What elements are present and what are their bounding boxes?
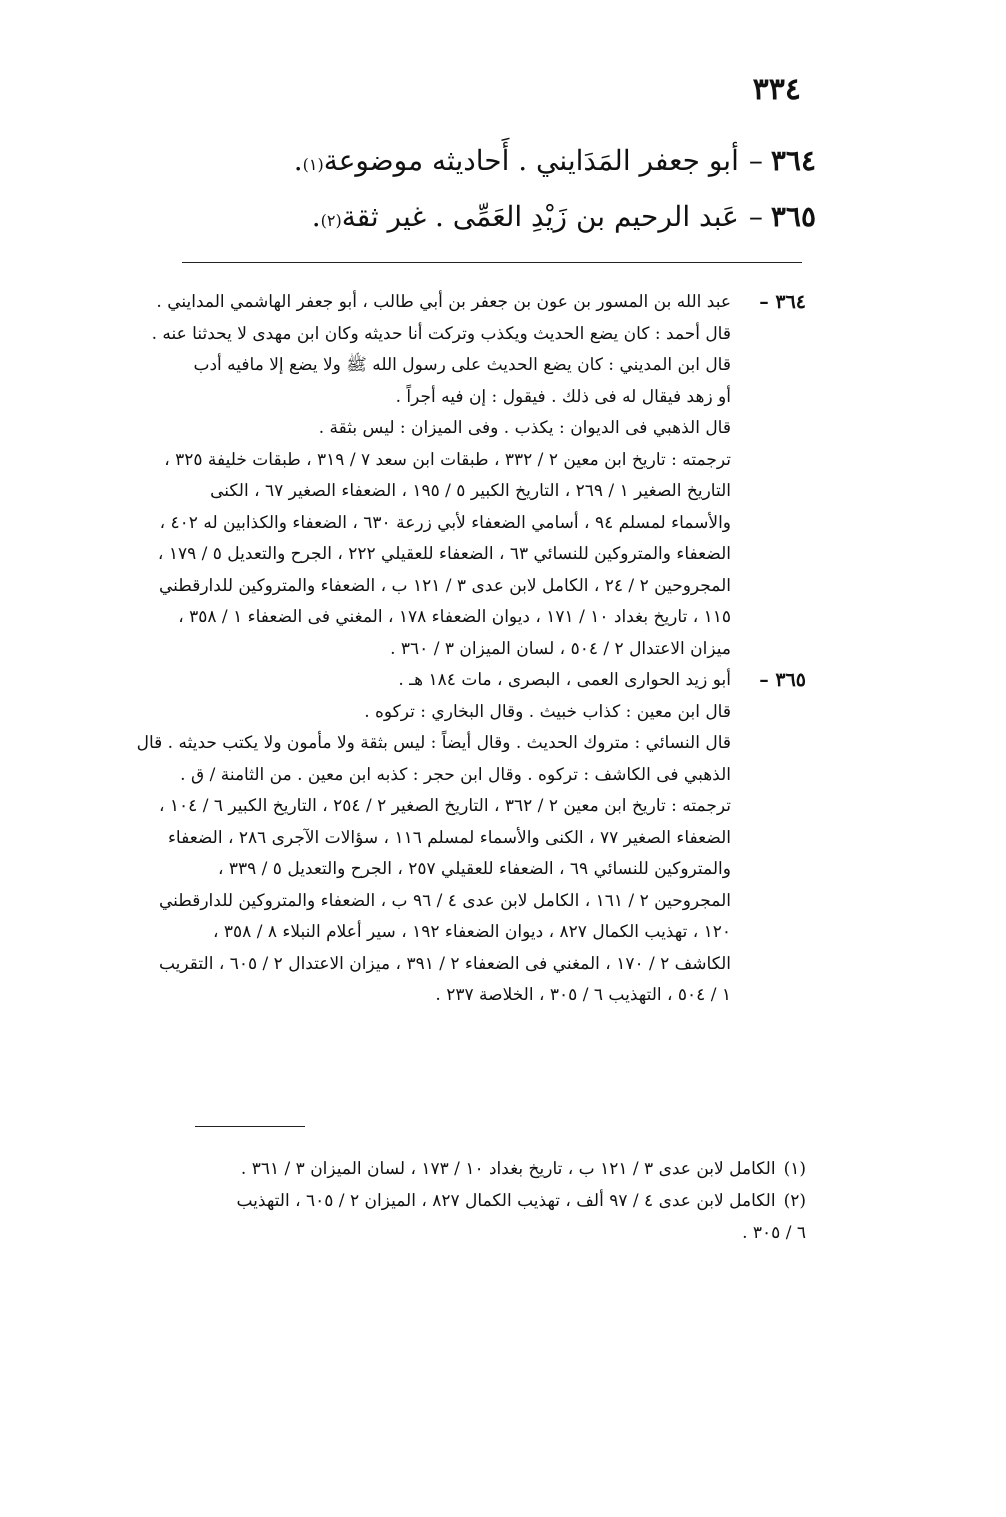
footnote-text: الكامل لابن عدى ٤ / ٩٧ ألف ، تهذيب الكمال ٨٢٧ ، الميزان ٢ / ٦٠٥ ، التهذيب: [236, 1191, 776, 1211]
note-line: ترجمته : تاريخ ابن معين ٢ / ٣٣٢ ، طبقات ابن سعد ٧ / ٣١٩ ، طبقات خليفة ٣٢٥ ،: [164, 449, 731, 470]
footnote-divider: [195, 1126, 305, 1127]
note-line: قال ابن المديني : كان يضع الحديث على رسول الله ﷺ ولا يضع إلا مافيه أدب: [193, 355, 731, 375]
footnote: [186, 1153, 806, 1185]
note-line: ترجمته : تاريخ ابن معين ٢ / ٣٦٢ ، التاريخ الصغير ٢ / ٢٥٤ ، التاريخ الكبير ٦ / ١٠٤ ،: [159, 796, 731, 816]
page-number: ٣٣٤: [752, 72, 801, 107]
note-block: [136, 665, 806, 1012]
entry-number: ٣٦٤: [770, 144, 816, 177]
entry-dash: –: [748, 200, 763, 233]
entry-text: عَبد الرحيم بن زَيْدِ العَمِّى . غير ثقة: [341, 200, 739, 233]
entry-number: ٣٦٥: [770, 200, 816, 233]
section-divider: [182, 262, 802, 263]
entry-end: .: [311, 200, 321, 233]
note-number: ٣٦٥ –: [759, 669, 806, 691]
note-line: ميزان الاعتدال ٢ / ٥٠٤ ، لسان الميزان ٣ / ٣٦٠ .: [390, 638, 731, 659]
entry-end: .: [293, 144, 303, 177]
main-entry: [216, 191, 816, 247]
note-line: ١ / ٥٠٤ ، التهذيب ٦ / ٣٠٥ ، الخلاصة ٢٣٧ .: [435, 985, 731, 1005]
footnote-line: [186, 1153, 806, 1185]
note-line: قال ابن معين : كذاب خبيث . وقال البخاري : تركوه .: [364, 701, 731, 722]
note-line: عبد الله بن المسور بن عون بن جعفر بن أبي طالب ، أبو جعفر الهاشمي المدايني .: [156, 292, 731, 312]
entry-text: أبو جعفر المَدَايني . أَحاديثه موضوعة: [323, 144, 739, 177]
note-line: قال أحمد : كان يضع الحديث ويكذب وتركت أنا حديثه وكان ابن مهدى لا يحدثنا عنه .: [151, 323, 731, 344]
footnote-marker: (١): [783, 1159, 806, 1179]
note-line: أو زهد فيقال له فى ذلك . فيقول : إن فيه أجراً .: [395, 386, 731, 407]
note-line: ١١٥ ، تاريخ بغداد ١٠ / ١٧١ ، ديوان الضعفاء ١٧٨ ، المغني فى الضعفاء ١ / ٣٥٨ ،: [178, 607, 731, 627]
entry-dash: –: [748, 144, 763, 177]
note-line: والأسماء لمسلم ٩٤ ، أسامي الضعفاء لأبي زرعة ٦٣٠ ، الضعفاء والكذابين له ٤٠٢ ،: [159, 512, 731, 533]
biographical-notes: [136, 287, 806, 1012]
note-line: قال النسائي : متروك الحديث . وقال أيضاً : ليس بثقة ولا مأمون ولا يكتب حديثه . قال: [136, 733, 731, 753]
note-line: الضعفاء والمتروكين للنسائي ٦٣ ، الضعفاء للعقيلي ٢٢٢ ، الجرح والتعديل ٥ / ١٧٩ ،: [157, 544, 731, 564]
note-line: المجروحين ٢ / ٢٤ ، الكامل لابن عدى ٣ / ١٢١ ب ، الضعفاء والمتروكين للدارقطني: [158, 575, 731, 596]
footnote: [186, 1185, 806, 1249]
note-line: والمتروكين للنسائي ٦٩ ، الضعفاء للعقيلي ٢٥٧ ، الجرح والتعديل ٥ / ٣٣٩ ،: [217, 859, 731, 879]
note-block: [151, 287, 806, 665]
main-entry: [216, 135, 816, 191]
main-entries: [216, 135, 816, 247]
footnote-line: [186, 1185, 806, 1217]
note-line: التاريخ الصغير ١ / ٢٦٩ ، التاريخ الكبير ٥ / ١٩٥ ، الضعفاء الصغير ٦٧ ، الكنى: [210, 481, 731, 501]
footnote-reference[interactable]: (٢): [320, 211, 342, 230]
note-line: الكاشف ٢ / ١٧٠ ، المغني فى الضعفاء ٢ / ٣٩١ ، ميزان الاعتدال ٢ / ٦٠٥ ، التقريب: [158, 953, 731, 974]
footnote-reference[interactable]: (١): [302, 155, 324, 174]
footnote-marker: (٢): [783, 1191, 806, 1211]
note-line: أبو زيد الحوارى العمى ، البصرى ، مات ١٨٤ هـ .: [398, 670, 731, 690]
note-line: ١٢٠ ، تهذيب الكمال ٨٢٧ ، ديوان الضعفاء ١٩٢ ، سير أعلام النبلاء ٨ / ٣٥٨ ،: [213, 922, 731, 942]
note-number: ٣٦٤ –: [759, 291, 806, 313]
note-line: قال الذهبي فى الديوان : يكذب . وفى الميزان : ليس بثقة .: [318, 418, 731, 438]
footnotes: [186, 1153, 806, 1249]
note-line: الذهبي فى الكاشف : تركوه . وقال ابن حجر : كذبه ابن معين . من الثامنة / ق .: [180, 764, 731, 785]
note-line: المجروحين ٢ / ١٦١ ، الكامل لابن عدى ٤ / ٩٦ ب ، الضعفاء والمتروكين للدارقطني: [158, 890, 731, 911]
footnote-text: الكامل لابن عدى ٣ / ١٢١ ب ، تاريخ بغداد ١٠ / ١٧٣ ، لسان الميزان ٣ / ٣٦١ .: [240, 1159, 776, 1179]
footnote-continuation: ٦ / ٣٠٥ .: [742, 1223, 806, 1243]
note-line: الضعفاء الصغير ٧٧ ، الكنى والأسماء لمسلم ١١٦ ، سؤالات الآجرى ٢٨٦ ، الضعفاء: [167, 827, 731, 848]
